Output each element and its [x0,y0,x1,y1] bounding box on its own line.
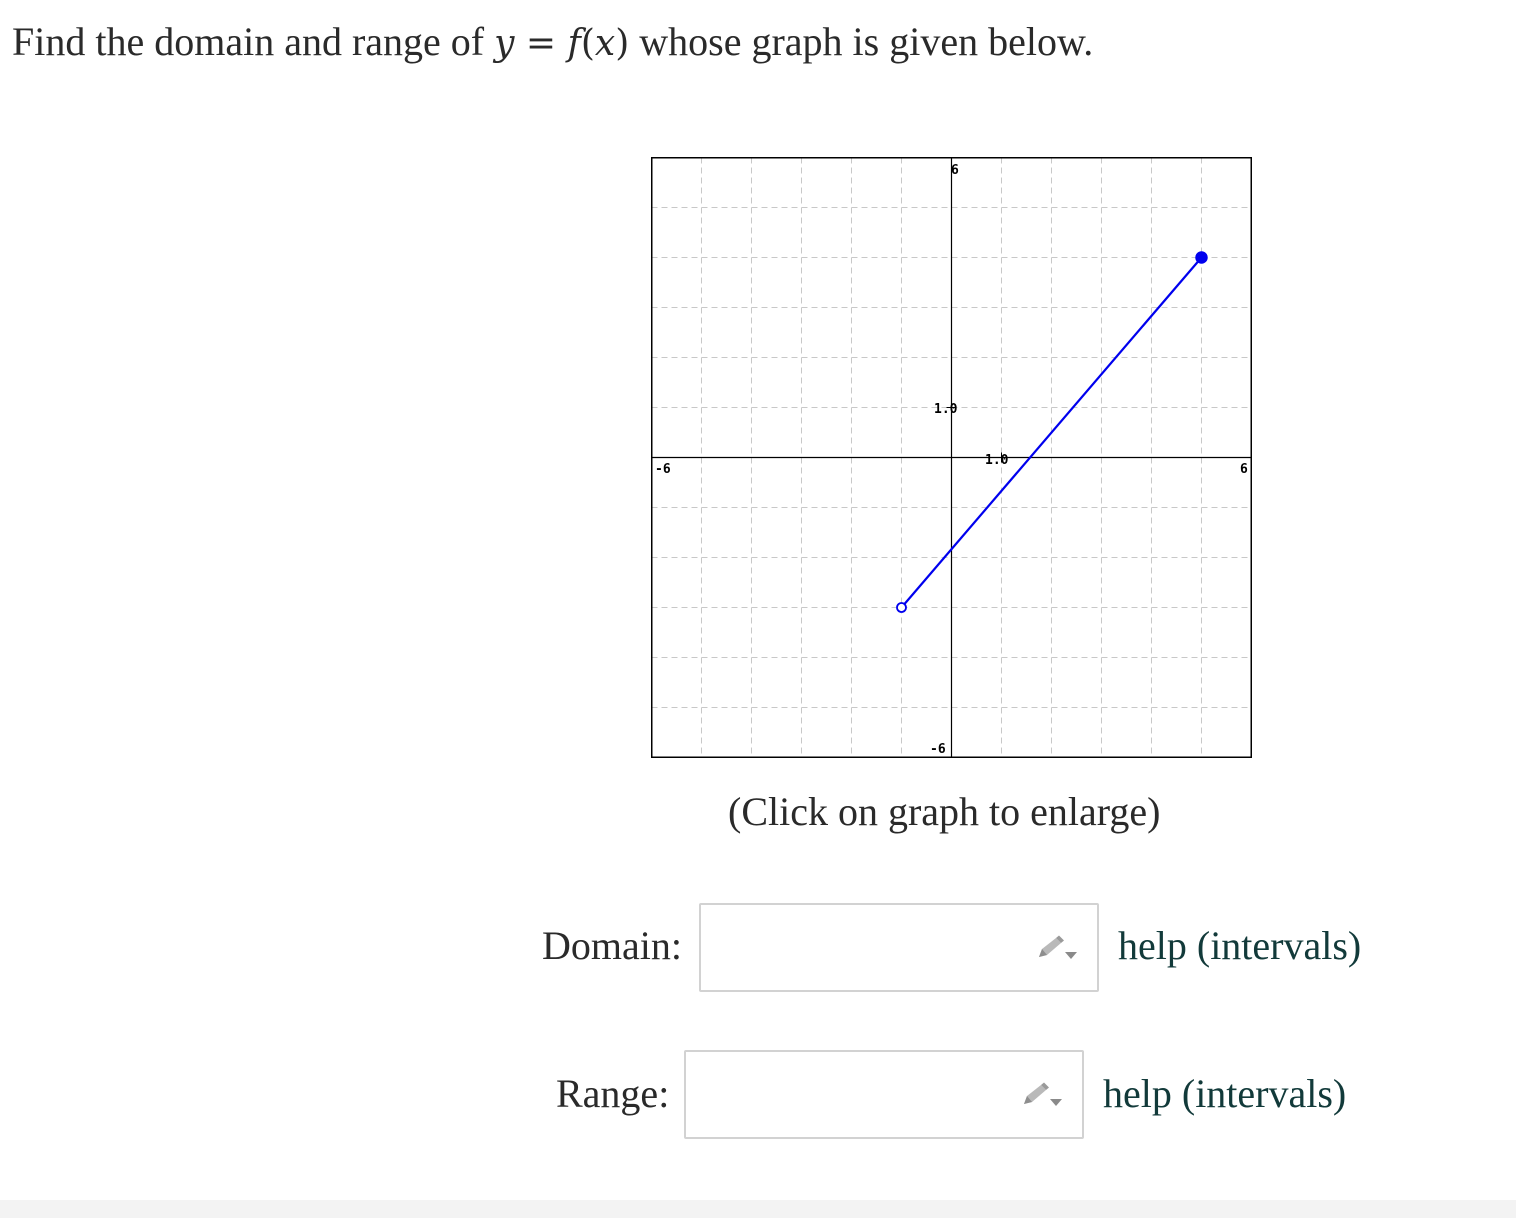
question-prefix: Find the domain and range of [12,19,495,64]
domain-help-link[interactable]: help (intervals) [1118,923,1362,968]
math-f: f [567,23,581,64]
pencil-dropdown-icon[interactable] [1035,935,1079,963]
graph-canvas[interactable] [651,157,1252,758]
question-math [494,23,629,64]
question-text [12,18,1093,65]
pencil-dropdown-icon[interactable] [1020,1082,1064,1110]
math-y: y [494,23,515,64]
function-graph[interactable] [651,157,1252,758]
start-point-open [897,603,906,612]
range-help-link[interactable]: help (intervals) [1103,1071,1347,1116]
tick-label-x-min: -6 [655,462,671,477]
domain-label: Domain: [542,923,682,968]
tick-label-x-max: 6 [1240,462,1248,477]
end-point-closed [1196,252,1207,263]
bottom-strip [0,1200,1516,1218]
tick-label-y-unit: 1.0 [934,402,958,417]
math-close-paren: ) [615,23,630,64]
domain-field [699,903,1099,992]
math-open-paren: ( [580,23,595,64]
tick-label-y-min: -6 [930,742,946,757]
range-field [684,1050,1084,1139]
range-label: Range: [556,1071,670,1116]
math-x: x [594,23,616,64]
math-equals: = [514,23,568,64]
question-suffix: whose graph is given below. [629,19,1094,64]
tick-label-x-unit: 1.0 [985,453,1009,468]
tick-label-y-max: 6 [951,163,959,178]
graph-caption[interactable]: (Click on graph to enlarge) [728,789,1161,834]
